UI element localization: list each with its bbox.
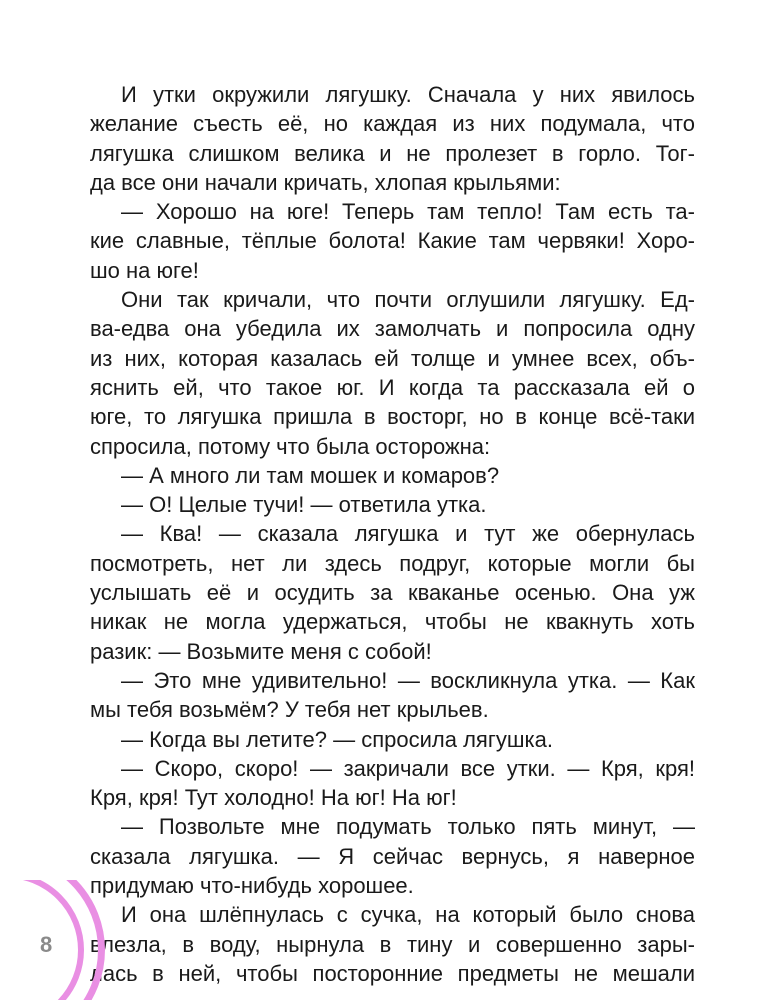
- text-line: влезла, в воду, нырнула в тину и совершенно зары-: [90, 931, 695, 957]
- text-line: придумаю что-нибудь хорошее.: [90, 873, 414, 899]
- text-line: юге, то лягушка пришла в восторг, но в конце всё-таки: [90, 404, 695, 430]
- text-line: — О! Целые тучи! — ответила утка.: [121, 492, 487, 518]
- text-line: услышать её и осудить за кваканье осенью. Она уж: [90, 580, 695, 606]
- text-line: И утки окружили лягушку. Сначала у них явилось: [121, 82, 695, 107]
- text-line: никак не могла удержаться, чтобы не квакнуть хоть: [90, 609, 695, 635]
- text-line: лягушка слишком велика и не пролезет в горло. Тог-: [90, 140, 695, 166]
- text-line: да все они начали кричать, хлопая крыльями:: [90, 169, 561, 195]
- page-number: 8: [40, 932, 53, 957]
- text-line: спросила, потому что была осторожна:: [90, 433, 491, 459]
- text-line: разик: — Возьмите меня с собой!: [90, 638, 432, 664]
- text-line: — А много ли там мошек и комаров?: [121, 462, 500, 488]
- text-line: — Это мне удивительно! — воскликнула утка. — Как: [121, 667, 695, 693]
- text-line: посмотреть, нет ли здесь подруг, которые могли бы: [90, 550, 695, 576]
- story-text: [90, 80, 695, 988]
- text-line: Кря, кря! Тут холодно! На юг! На юг!: [90, 785, 457, 811]
- text-line: И она шлёпнулась с сучка, на который было снова: [121, 902, 695, 928]
- text-line: лась в ней, чтобы посторонние предметы не мешали: [90, 960, 695, 986]
- text-line: — Хорошо на юге! Теперь там тепло! Там есть та-: [121, 199, 695, 225]
- text-line: желание съесть её, но каждая из них подумала, что: [90, 111, 695, 137]
- text-line: — Когда вы летите? — спросила лягушка.: [121, 726, 553, 752]
- text-line: — Ква! — сказала лягушка и тут же обернулась: [121, 521, 695, 547]
- text-line: — Позвольте мне подумать только пять минут, —: [121, 814, 695, 840]
- page-corner-decoration: [0, 880, 110, 1000]
- text-line: сказала лягушка. — Я сейчас вернусь, я наверное: [90, 843, 695, 869]
- text-line: мы тебя возьмём? У тебя нет крыльев.: [90, 697, 489, 723]
- text-line: яснить ей, что такое юг. И когда та рассказала ей о: [90, 374, 695, 400]
- text-line: из них, которая казалась ей толще и умнее всех, объ-: [90, 345, 695, 371]
- text-line: Они так кричали, что почти оглушили лягушку. Ед-: [121, 287, 695, 313]
- text-line: ва-едва она убедила их замолчать и попросила одну: [90, 316, 695, 342]
- text-line: кие славные, тёплые болота! Какие там червяки! Хоро-: [90, 228, 695, 254]
- text-line: — Скоро, скоро! — закричали все утки. — Кря, кря!: [121, 755, 695, 781]
- text-line: шо на юге!: [90, 257, 199, 283]
